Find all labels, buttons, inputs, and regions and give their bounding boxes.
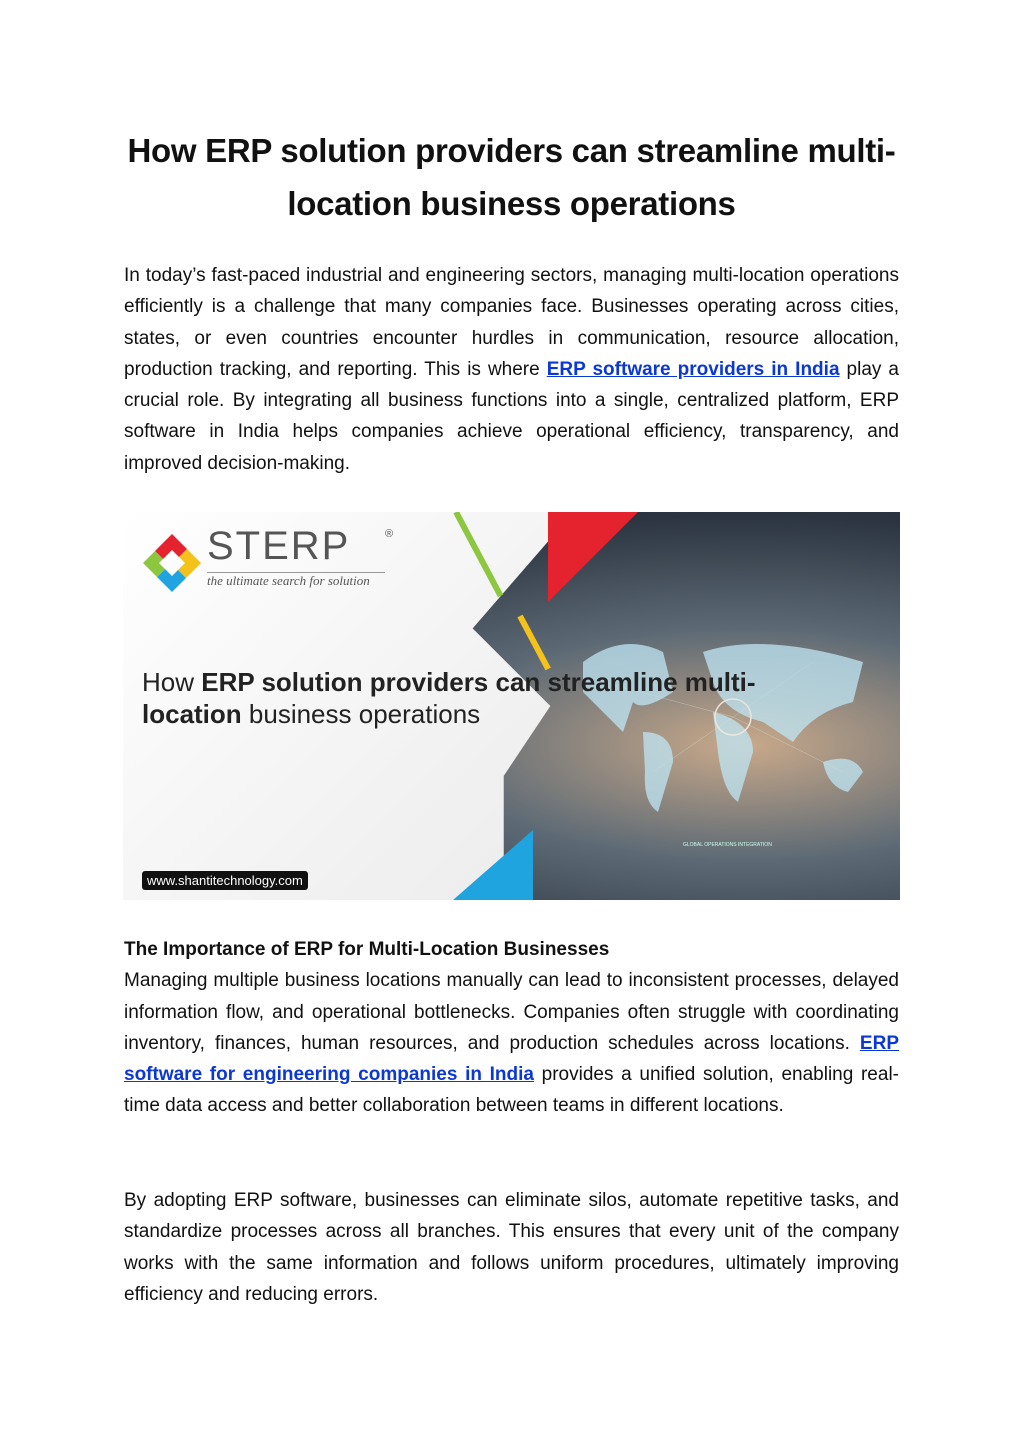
sterp-logo-icon <box>141 532 203 594</box>
intro-text-1: In today’s fast-paced industrial and engineering sectors, managing multi-location operations efficiently is a challenge that many companies face. Businesses operating across cities, states, or even countries encounter hurdles in communication, resource allocation, production tracking, and reporting. This is where <box>124 265 899 380</box>
adoption-paragraph: By adopting ERP software, businesses can eliminate silos, automate repetitive tasks, and standardize processes across all branches. This ensures that every unit of the company works with the same information and follows uniform procedures, ultimately improving efficiency and reducing errors. <box>124 1190 899 1305</box>
green-accent-stripe <box>453 512 503 597</box>
importance-section <box>124 934 899 1122</box>
article-banner-image <box>123 512 900 900</box>
registered-mark: ® <box>385 528 394 540</box>
intro-paragraph <box>124 260 899 479</box>
red-accent-shape <box>548 512 638 602</box>
blue-accent-shape <box>453 830 533 900</box>
section-text-1: Managing multiple business locations manually can lead to inconsistent processes, delayed information flow, and operational bottlenecks. Companies often struggle with coordinating inventory, finances, human resources, and production schedules across locations. <box>124 970 899 1054</box>
headline-part-bold: ERP solution providers can streamline multi- <box>201 667 756 697</box>
page-title: How ERP solution providers can streamline multi-location business operations <box>127 132 896 222</box>
intro-text-2: play a crucial role. By integrating all business functions into a single, centralized platform, ERP software in India helps companies achieve operational efficiency, transparency, and improved decision-making. <box>124 358 899 474</box>
brand-name: STERP <box>207 524 351 568</box>
section-heading: The Importance of ERP for Multi-Location Businesses <box>124 939 610 960</box>
headline-part: How <box>142 667 202 697</box>
headline-part-bold: location <box>142 699 242 729</box>
headline-part: business operations <box>241 699 481 729</box>
website-url: www.shantitechnology.com <box>142 871 308 890</box>
section-text-2: provides a unified solution, enabling real-time data access and better collaboration between teams in different locations. <box>124 1064 899 1117</box>
map-label: GLOBAL OPERATIONS INTEGRATION <box>683 842 772 848</box>
erp-providers-link[interactable]: ERP software providers in India <box>546 358 840 380</box>
erp-engineering-link[interactable]: ERP software for engineering companies in India <box>124 1032 899 1086</box>
banner-headline <box>142 666 756 730</box>
brand-tagline: the ultimate search for solution <box>207 572 385 589</box>
